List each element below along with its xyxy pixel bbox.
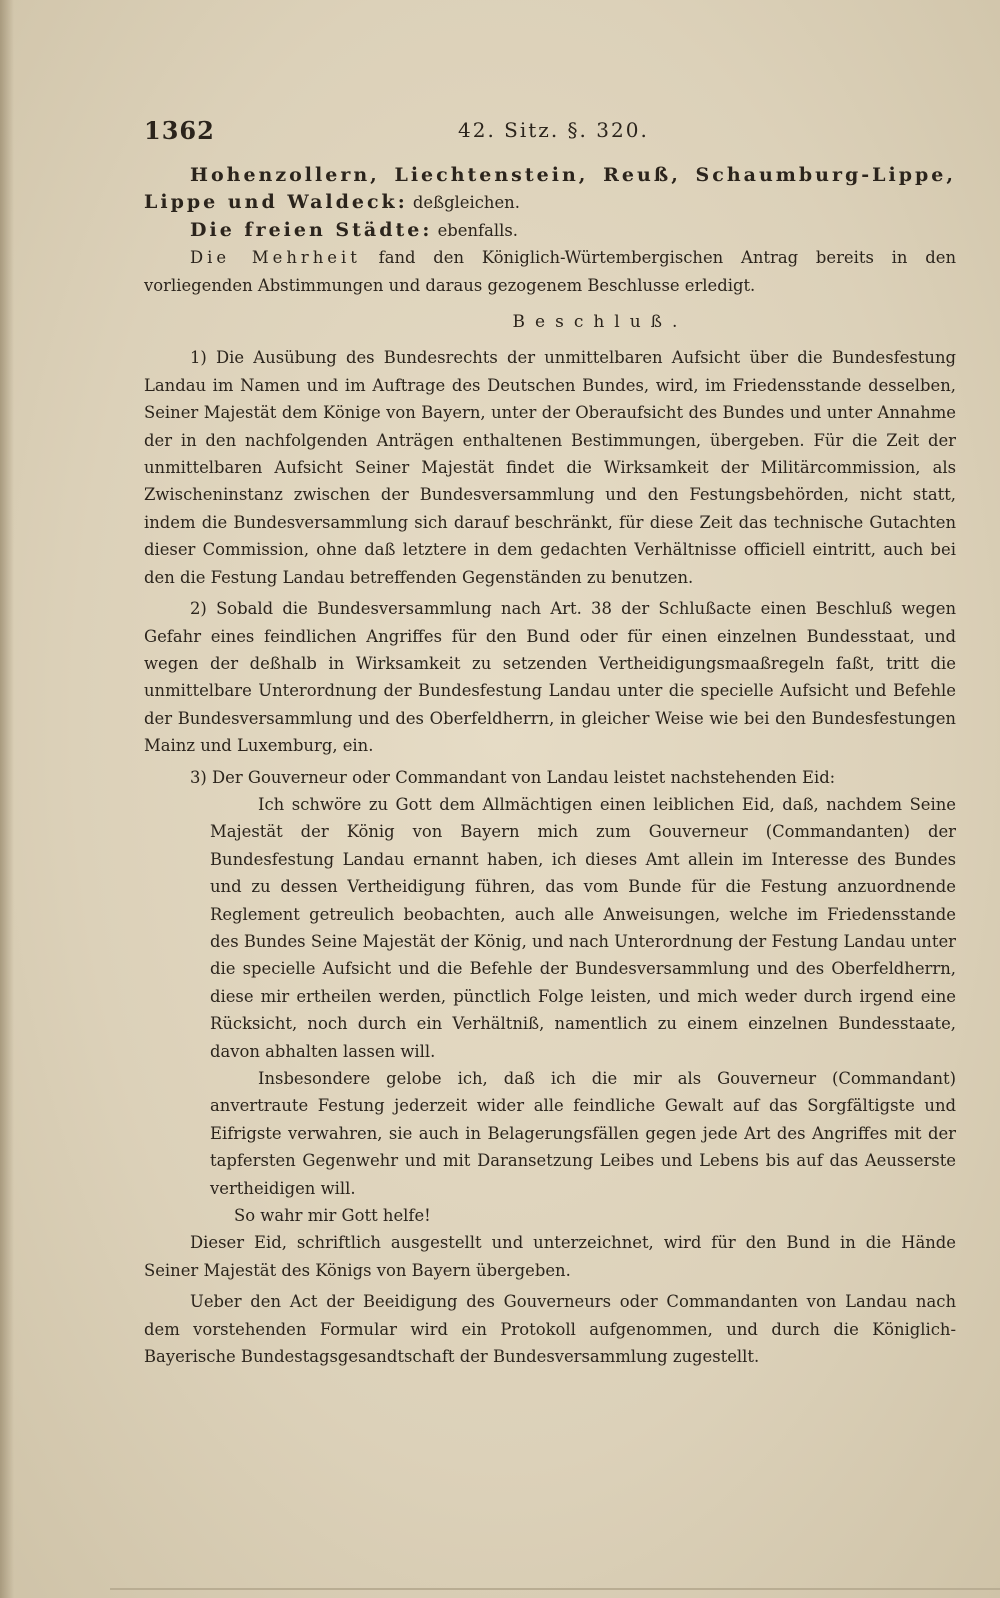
vote-paragraph-1: Hohenzollern, Liechtenstein, Reuß, Schaumburg-Lippe, Lippe und Waldeck: deßgleichen. [144,164,956,214]
oath-closing: So wahr mir Gott helfe! [234,1206,431,1226]
resolution-heading: Beschluß. [512,312,688,333]
oath-text-2: Insbesondere gelobe ich, daß ich die mir als Gouverneur (Commandant) anvertraute Festung jederzeit wider alle feindliche Gewalt auf das Sorgfältigste und Eifrigste verwahren, sie auch in Belagerungsfällen gegen jede Art des Angriffes mit der tapfersten Gegenwehr und mit Daransetzung Leibes und Lebens bis auf das Aeusserste vertheidigen will. [210,1069,956,1198]
page-header [144,116,956,152]
eid-paragraph: Dieser Eid, schriftlich ausgestellt und unterzeichnet, wird für den Bund in die Hände Seiner Majestät des Königs von Bayern übergeben. [144,1233,956,1280]
body-text [144,162,956,1370]
running-head: 42. Sitz. §. 320. [458,118,649,142]
states-names: Hohenzollern, Liechtenstein, Reuß, Schaumburg-Lippe, Lippe und Waldeck: [144,164,956,214]
act-paragraph: Ueber den Act der Beeidigung des Gouverneurs oder Commandanten von Landau nach dem vorstehenden Formular wird ein Protokoll aufgenommen, und durch die Königlich-Bayerische Bundestagsgesandtschaft der Bundesversammlung zugestellt. [144,1292,956,1367]
majority-paragraph: Die Mehrheit fand den Königlich-Würtembergischen Antrag bereits in den vorliegenden Abstimmungen und daraus gezogenem Beschlusse erledigt. [144,248,956,295]
article-1: 1) Die Ausübung des Bundesrechts der unmittelbaren Aufsicht über die Bundesfestung Landau im Namen und im Auftrage des Deutschen Bundes, wird, im Friedensstande desselben, Seiner Majestät dem Könige von Bayern, unter der Oberaufsicht des Bundes und unter Annahme der in den nachfolgenden Anträgen enthaltenen Bestimmungen, übergeben. Für die Zeit der unmittelbaren Aufsicht Seiner Majestät findet die Wirksamkeit der Militärcommission, als Zwischeninstanz zwischen der Bundesversammlung und den Festungsbehörden, nicht statt, indem die Bundesversammlung sich darauf beschränkt, für diese Zeit das technische Gutachten dieser Commission, ohne daß letztere in dem gedachten Verhältnisse officiell eintritt, auch bei den die Festung Landau betreffenden Gegenständen zu benutzen. [144,348,956,587]
majority-label: Die Mehrheit [190,248,361,268]
article-3: 3) Der Gouverneur oder Commandant von Landau leistet nachstehenden Eid: [190,767,836,787]
oath-text-1: Ich schwöre zu Gott dem Allmächtigen einen leiblichen Eid, daß, nachdem Seine Majestät der König von Bayern mich zum Gouverneur (Commandanten) der Bundesfestung Landau ernannt haben, ich dieses Amt allein im Interesse des Bundes und zu dessen Vertheidigung führen, das vom Bunde für die Festung anzuordnende Reglement getreulich beobachten, auch alle Anweisungen, welche im Friedensstande des Bundes Seine Majestät der König, und nach Unterordnung der Festung Landau unter die specielle Aufsicht und die Befehle der Bundesversammlung und des Oberfeldherrn, diese mir ertheilen werden, pünctlich Folge leisten, und mich weder durch irgend eine Rücksicht, noch durch ein Verhältniß, namentlich zu einem einzelnen Bundesstaate, davon abhalten lassen will. [210,794,956,1061]
binding-shadow [0,0,14,1598]
page-bottom-edge [110,1588,1000,1590]
article-2: 2) Sobald die Bundesversammlung nach Art. 38 der Schlußacte einen Beschluß wegen Gefahr eines feindlichen Angriffes für den Bund oder für einen einzelnen Bundesstaat, und wegen der deßhalb in Wirksamkeit zu setzenden Vertheidigungsmaaßregeln faßt, tritt die unmittelbare Unterordnung der Bundesfestung Landau unter die specielle Aufsicht und Befehle der Bundesversammlung und des Oberfeldherrn, in gleicher Weise wie bei den Bundesfestungen Mainz und Luxemburg, ein. [144,599,956,756]
page-number: 1362 [144,116,215,145]
free-cities: Die freien Städte: [190,218,433,241]
vote-paragraph-2: Die freien Städte: ebenfalls. [190,218,518,241]
